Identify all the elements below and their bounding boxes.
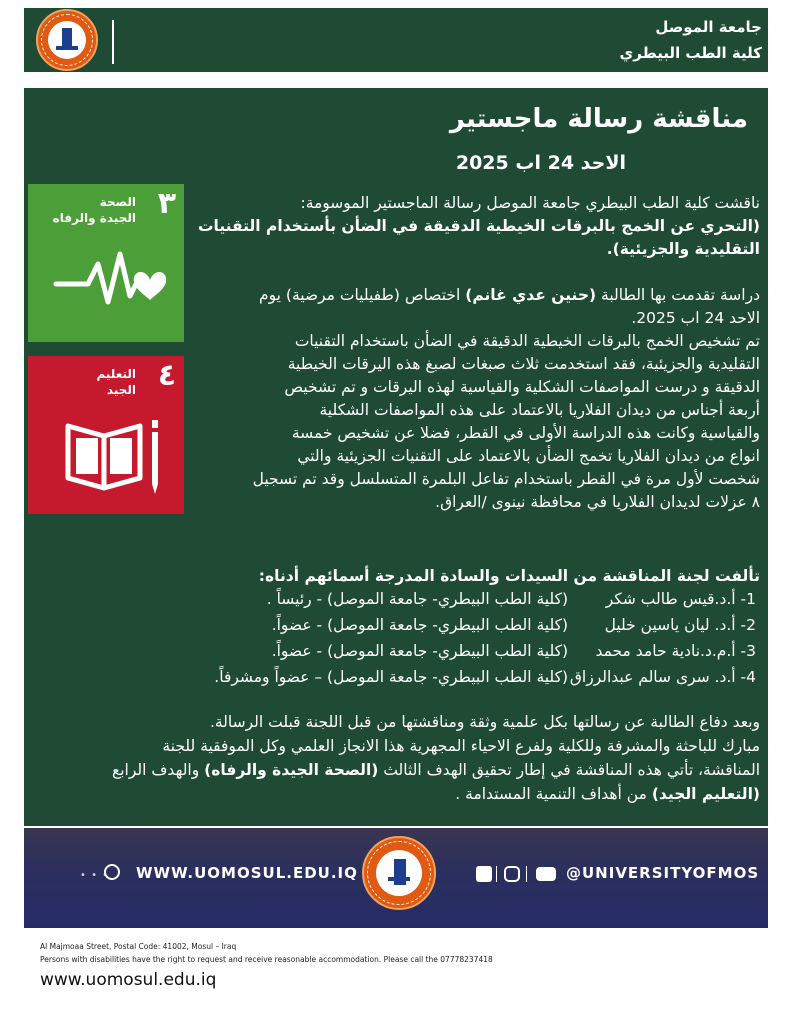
college-name: كلية الطب البيطري [619,44,762,62]
book-icon [28,356,184,514]
thesis-intro: ناقشت كلية الطب البيطري جامعة الموصل رسالة الماجستير الموسومة: (التحري عن الخمج بالبرقات الخيطية الدقيقة في الضأن بأستخدام التقنيات التقليدية والجزيئية). [197,194,760,258]
page-title: مناقشة رسالة ماجستير [449,104,748,134]
footer-banner [24,828,768,928]
header-divider [112,20,114,64]
student-info: دراسة تقدمت بها الطالبة (حنين عدي غانم) اختصاص (طفيليات مرضية) يوم الاحد 24 اب 2025. [259,286,760,327]
social-handle[interactable]: @UNIVERSITYOFMOS [566,864,760,882]
sdg-goal-3-number: ٣ [157,186,176,221]
sdg-goal-4-number: ٤ [157,358,176,393]
facebook-icon[interactable] [476,866,492,882]
accessibility-notice: Persons with disabilities have the right to request and receive reasonable accommodation. Please call the 07778237418 [40,955,493,964]
heartbeat-icon [28,184,184,342]
university-name: جامعة الموصل [655,18,762,36]
decorative-dots: • • • [80,870,110,881]
student-name: (حنين عدي غانم) [465,286,597,304]
announcement-panel [24,88,768,826]
footer-website-link[interactable]: www.uomosul.edu.iq [40,970,217,990]
committee-member: 1- أ.د.قيس طالب شكر (كلية الطب البيطري- جامعة الموصل) - رئيساً . [266,590,756,608]
youtube-icon[interactable] [536,867,556,881]
committee-member: 3- أ.م.د.نادية حامد محمد (كلية الطب البيطري- جامعة الموصل) - عضواً. [271,642,756,660]
sdg-goal-3-label: الصحة الجيدة والرفاه [52,195,136,225]
university-logo [36,9,98,71]
footer-address: Al Majmoaa Street, Postal Code: 41002, Mosul – Iraq [40,942,237,951]
committee-member: 2- أ.د. ليان ياسين خليل (كلية الطب البيطري- جامعة الموصل) - عضواً. [271,616,756,634]
instagram-icon[interactable] [504,866,520,882]
committee-heading: تألفت لجنة المناقشة من السيدات والسادة المدرجة أسمائهم أدناه: [258,567,760,585]
banner-website-link[interactable]: WWW.UOMOSUL.EDU.IQ [136,864,358,882]
thesis-summary: تم تشخيص الخمج بالبرقات الخيطية الدقيقة في الضأن باستخدام التقنيات التقليدية والجزيئية، فقد استخدمت ثلاث صبغات لصبغ هذه اليرقات الخيطية الدقيقة و درست المواصفات الشكلية والقياسية لهذه اليرقات و تم تشخيص أربعة أجناس من ديدان الفلاريا بالاعتماد على هذه المواصفات الشكلية والقياسية وكانت هذه الدراسة الأولى في القطر، فضلا عن تشخيص خمسة انواع من ديدان الفلاريا تخمج الضأن بالاعتماد على التقنيات الجزيئية والتي شخصت لأول مرة في القطر باستخدام تفاعل البلمرة المتسلسل وقد تم تسجيل ٨ عزلات لديدان الفلاريا في محافظة نينوى /العراق. [252,332,760,511]
thesis-title: (التحري عن الخمج بالبرقات الخيطية الدقيقة في الضأن بأستخدام التقنيات [197,217,760,235]
event-date: الاحد 24 اب 2025 [455,152,626,174]
sdg-goal-4-label: التعليم الجيد [96,367,136,397]
closing-paragraph: وبعد دفاع الطالبة عن رسالتها بكل علمية وثقة ومناقشتها من قبل اللجنة قبلت الرسالة. مبارك للباحثة والمشرفة وللكلية ولفرع الاحياء المجهرية هذا الانجاز العلمي وكل الموفقية للجنة المناقشة، تأتي هذه المناقشة في إطار تحقيق الهدف الثالث (الصحة الجيدة والرفاه) والهدف الرابع (التعليم الجيد) من أهداف التنمية المستدامة . [111,713,760,803]
sdg-goal-4-card [28,356,184,514]
banner-university-logo [362,836,436,910]
globe-icon [104,864,120,880]
committee-member: 4- أ.د. سرى سالم عبدالرزاق (كلية الطب البيطري- جامعة الموصل) – عضواً ومشرفاً. [214,668,756,686]
sdg-goal-3-card [28,184,184,342]
header-bar [24,8,768,72]
